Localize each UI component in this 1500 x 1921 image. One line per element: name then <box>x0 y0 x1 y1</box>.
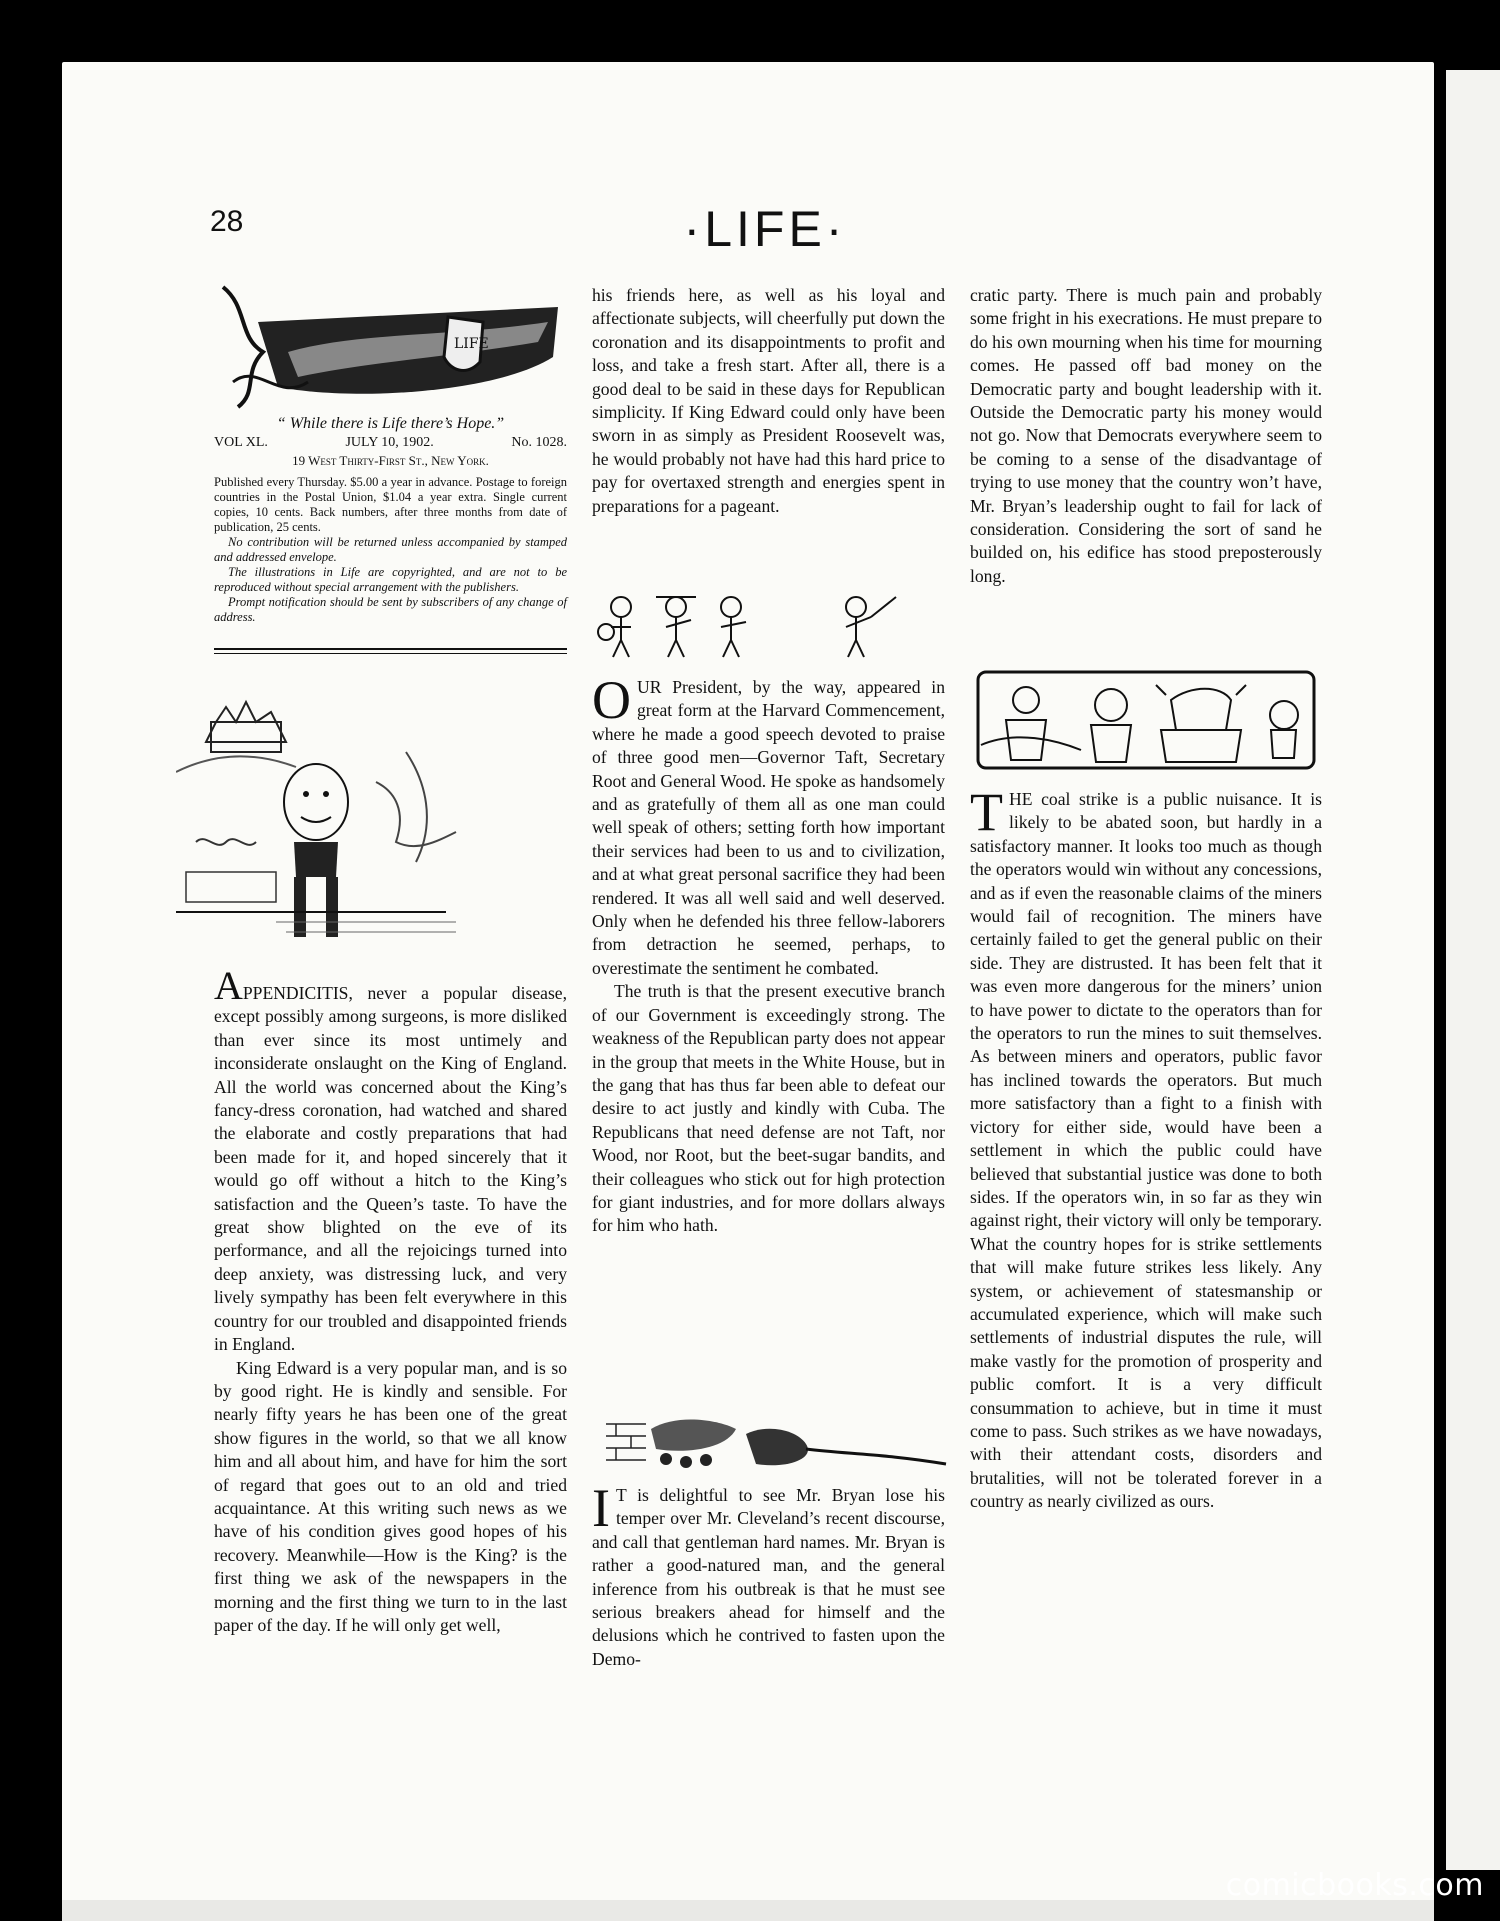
source-watermark: comicbooks.com <box>1225 1868 1484 1903</box>
animals-illustration <box>976 670 1316 770</box>
copyright-note: The illustrations in Life are copyrighted, and are not to be reproduced without special arrangement with the publishers. <box>214 565 567 594</box>
publication-info: Published every Thursday. $5.00 a year in advance. Postage to foreign countries in the Postal Union, $1.04 a year extra. Single current copies, 10 cents. Back numbers, after three months from date of publication, 25 cents. <box>214 475 567 534</box>
contribution-note: No contribution will be returned unless accompanied by stamped and addressed envelope. <box>214 535 567 564</box>
illustration-wrap-space <box>214 694 476 976</box>
article-bryan-continued: cratic party. There is much pain and probably some fright in his execrations. He must prepare to do his own mourning when his time for mourning comes. He passed off bad money on the Democratic party and bought leadership with it. Outside the Democratic party his money would not go. Now that Democrats everywhere seem to be coming to a sense of the disadvantage of trying to use money that the country won’t have, Mr. Bryan’s leadership ought to fail for lack of consideration. Considering the sort of sand he builded on, his edifice has stood preposterously long. <box>970 285 1322 586</box>
cat-bricks-illustration <box>606 1414 950 1478</box>
article-executive-branch: The truth is that the present executive branch of our Government is exceedingly strong. The weakness of the Republican party does not appear in the group that meets in the White House, but in the gang that has thus far been able to defeat our desire to act justly and kindly with Cuba. The Republicans that need defense are not Taft, nor Wood, nor Root, but the beet-sugar bandits, and their colleagues who stick out for high protection for giant industries, and for more dollars always for him who hath. <box>592 981 945 1236</box>
article-bryan: I T is delightful to see Mr. Bryan lose his temper over Mr. Cleveland’s recent discourse, and call that gentleman hard names. Mr. Bryan is rather a good-natured man, and the general inference from his outbreak is that he must see serious breakers ahead for himself and the delusions which he contrived to fasten upon the Demo- <box>592 1478 945 1669</box>
article-coal-strike: THE coal strike is a public nuisance. It is likely to be abated soon, but hardly in a satisfactory manner. It looks too much as though the operators would win without any concessions, and as if even the reasonable claims of the miners would fail of recognition. The miners have certainly failed to get the general public on their side. They are distrusted. It has been felt that it was even more dangerous for the miners’ union to have power to dictate to the operators than for the operators to run the mines to suit themselves. As between miners and operators, public favor has inclined towards the operators. But much more satisfactory than a fight to a finish with victory for either side, would have been a settlement in which the public could have believed that substantial justice was done to both sides. If the operators win, in so far as they win against right, their victory will only be temporary. What the country hopes for is strike settlements that will make future strikes less likely. Any system, or achievement of statesmanship or accumulated experience, which will make such settlements of industrial disputes the rule, will make vastly for the promotion of prosperity and public comfort. It is a very difficult consummation to achieve, but in time it must come to pass. Such strikes as we have nowadays, with their attendant costs, disorders and brutalities, will not be tolerated forever in a country as nearly civilized as ours. <box>970 782 1322 1512</box>
notification-note: Prompt notification should be sent by subscribers of any change of address. <box>214 595 567 624</box>
article-king-edward: King Edward is a very popular man, and is so by good right. He is kindly and sensible. For nearly fifty years he has been one of the great show figures in the world, so that we all know him and all about him, and have for him the sort of regard that goes out to an old and tried acquaintance. At this writing such news as we have of his condition gives good hopes of his recovery. Meanwhile—How is the King? is the first thing we ask of the newspapers in the morning and the first thing we turn to in the last paper of the day. If he will only get well, <box>214 1357 567 1635</box>
divider-rule <box>214 648 567 650</box>
adjacent-page-edge <box>1446 70 1500 1870</box>
magazine-masthead: ·LIFE· <box>683 201 847 257</box>
article-appendicitis: APPENDICITIS, never a popular disease, except possibly among surgeons, is more disliked than ever since its most untimely and inconsiderate onslaught on the King of England. All the world was concerned about the King’s fancy-dress coronation, had watched and shared the elaborate and costly preparations that had been made for it, and hoped sincerely that it would go off without a hitch to the King’s satisfaction and the Queen’s taste. To have the great show blighted on the eve of its performance, and all the rejoicings turned into deep anxiety, was distressing luck, and very lively sympathy has been felt everywhere in this country for our troubled and disappointed friends in England. <box>214 963 567 1355</box>
issue-date: JULY 10, 1902. <box>345 435 434 450</box>
bottom-page-edge <box>62 1900 1434 1921</box>
page-number: 28 <box>210 205 244 238</box>
masthead-illustration <box>218 282 568 412</box>
article-president-harvard: OUR President, by the way, appeared in great form at the Harvard Commencement, where he made a good speech devoted to praise of three good men—Governor Taft, Secretary Root and General Wood. He spoke as handsomely and as gratefully of them all as one man could well speak of others; setting forth how important their services had been to us and to civilization, and at what great personal sacrifice they had been rendered. It was all well said and well deserved. Only when he defended his three fellow-laborers from detraction he seemed, perhaps, to overestimate the sentiment he combated. <box>592 670 945 978</box>
address: 19 West Thirty-First St., New York. <box>292 453 489 468</box>
volume: VOL XL. <box>214 435 268 450</box>
issue-number: No. 1028. <box>511 435 567 450</box>
svg-text:LIFE: LIFE <box>454 336 489 352</box>
marching-children-illustration <box>596 592 926 662</box>
divider-rule-thin <box>214 653 567 654</box>
motto: “ While there is Life there’s Hope.” <box>276 415 505 432</box>
article-king-edward-continued: his friends here, as well as his loyal and affectionate subjects, will cheerfully put down the coronation and its disappointments to profit and loss, and take a fresh start. After all, there is a good deal to be said in these days for Republican simplicity. If King Edward could only have been sworn in as simply as President Roosevelt was, he would probably not have had this hard price to pay for overtaxed strength and energies spent in preparations for a pageant. <box>592 285 945 516</box>
